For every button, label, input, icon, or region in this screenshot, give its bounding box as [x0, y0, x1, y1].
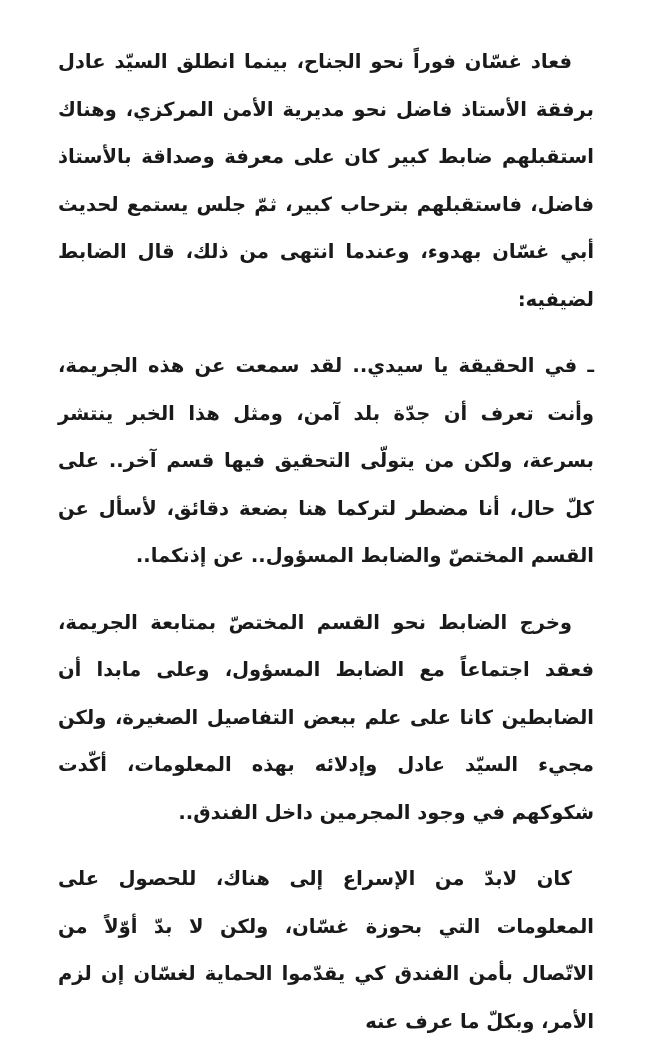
book-page	[58, 38, 594, 1064]
paragraph-2-dialogue: ـ في الحقيقة يا سيدي.. لقد سمعت عن هذه الجريمة، وأنت تعرف أن جدّة بلد آمن، ومثل هذا الخبر ينتشر بسرعة، ولكن من يتولّى التحقيق فيها قسم آخر.. على كلّ حال، أنا مضطر لتركما هنا بضعة دقائق، لأسأل عن القسم المختصّ والضابط المسؤول.. عن إذنكما..	[58, 354, 594, 567]
paragraph-3: وخرج الضابط نحو القسم المختصّ بمتابعة الجريمة، فعقد اجتماعاً مع الضابط المسؤول، وعلى مابدا أن الضابطين كانا على علم ببعض التفاصيل الصغيرة، ولكن مجيء السيّد عادل وإدلائه بهذه المعلومات، أكّدت شكوكهم في وجود المجرمين داخل الفندق..	[58, 610, 594, 824]
paragraph-1: فعاد غسّان فوراً نحو الجناح، بينما انطلق السيّد عادل برفقة الأستاذ فاضل نحو مديرية الأمن المركزي، وهناك استقبلهم ضابط كبير كان على معرفة وصداقة بالأستاذ فاضل، فاستقبلهم بترحاب كبير، ثمّ جلس يستمع لحديث أبي غسّان بهدوء، وعندما انتهى من ذلك، قال الضابط لضيفيه:	[58, 50, 594, 311]
paragraph-4: كان لابدّ من الإسراع إلى هناك، للحصول على المعلومات التي بحوزة غسّان، ولكن لا بدّ أوّلاً من الاتّصال بأمن الفندق كي يقدّموا الحماية لغسّان إن لزم الأمر، وبكلّ ما عرف عنه	[58, 867, 594, 1033]
